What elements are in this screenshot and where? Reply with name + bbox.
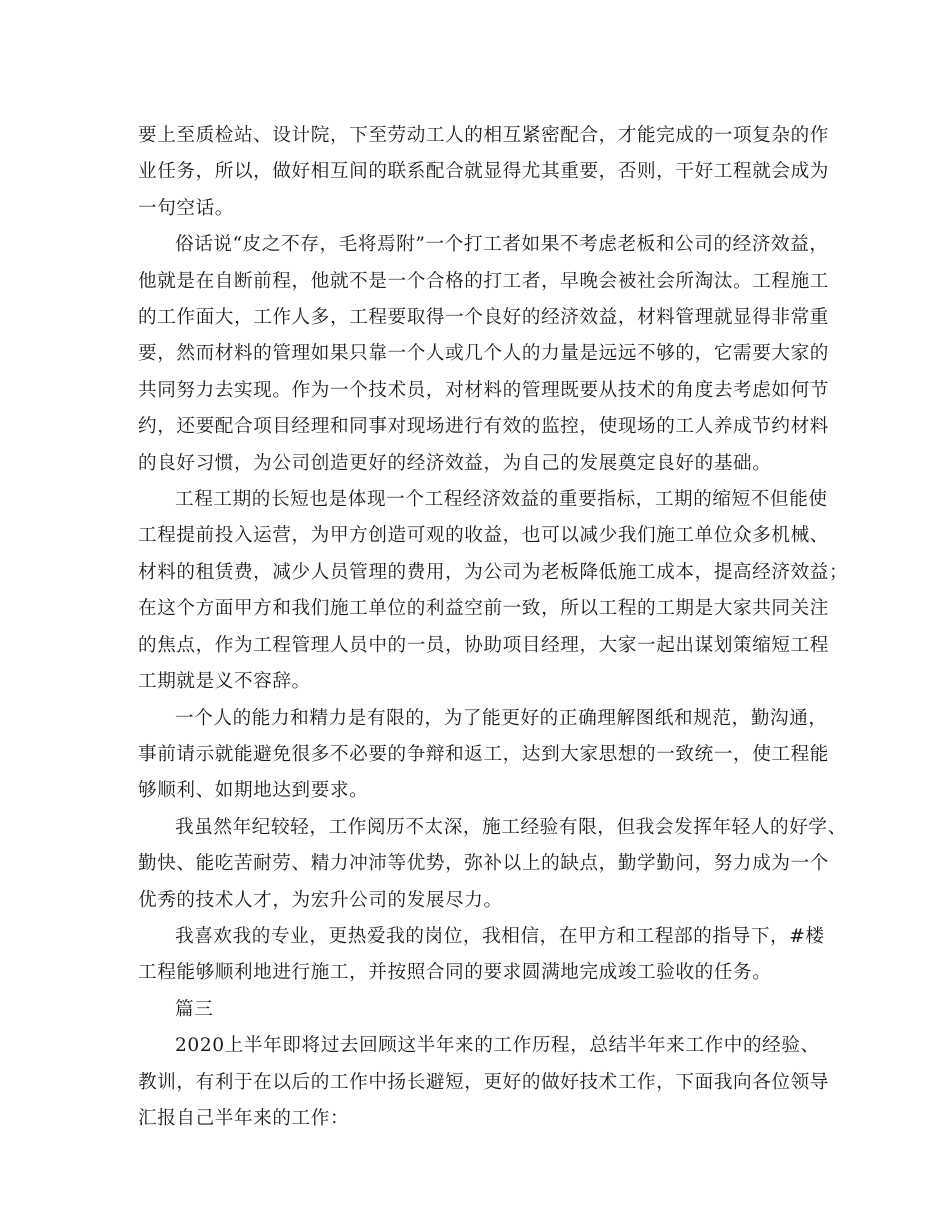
paragraph-self-improvement xyxy=(138,810,847,919)
text-line: 约，还要配合项目经理和同事对现场进行有效的监控，使现场的工人养成节约材料 xyxy=(138,416,829,438)
text-line: 共同努力去实现。作为一个技术员，对材料的管理既要从技术的角度去考虑如何节 xyxy=(138,379,829,401)
text-line: 的良好习惯，为公司创造更好的经济效益，为自己的发展奠定良好的基础。 xyxy=(138,452,772,474)
text-line: 2020上半年即将过去回顾这半年来的工作历程，总结半年来工作中的经验、 xyxy=(175,1035,820,1057)
text-line: 的焦点，作为工程管理人员中的一员，协助项目经理，大家一起出谋划策缩短工程 xyxy=(138,634,829,656)
text-line: 要上至质检站、设计院，下至劳动工人的相互紧密配合，才能完成的一项复杂的作 xyxy=(138,125,829,146)
paragraph-materials xyxy=(138,227,829,482)
text-line: 俗话说“皮之不存，毛将焉附”一个打工者如果不考虑老板和公司的经济效益， xyxy=(175,234,829,256)
text-line: 事前请示就能避免很多不必要的争辩和返工，达到大家思想的一致统一，使工程能 xyxy=(138,743,829,765)
text-line: 他就是在自断前程，他就不是一个合格的打工者，早晚会被社会所淘汰。工程施工 xyxy=(138,270,829,292)
text-line: 业任务，所以，做好相互间的联系配合就显得尤其重要，否则，干好工程就会成为 xyxy=(138,161,829,183)
paragraph-coordination xyxy=(138,118,829,227)
paragraph-schedule xyxy=(138,482,849,700)
text-line: 一个人的能力和精力是有限的，为了能更好的正确理解图纸和规范，勤沟通， xyxy=(175,707,828,729)
text-line: 在这个方面甲方和我们施工单位的利益空前一致，所以工程的工期是大家共同关注 xyxy=(138,598,829,620)
text-line: 汇报自己半年来的工作： xyxy=(138,1107,350,1129)
paragraph-half-year-summary xyxy=(138,1028,829,1137)
document-page xyxy=(138,118,849,1137)
text-line: 我喜欢我的专业，更热爱我的岗位，我相信，在甲方和工程部的指导下，#楼 xyxy=(175,925,825,947)
text-line: 工期就是义不容辞。 xyxy=(138,671,311,693)
text-line: 够顺利、如期地达到要求。 xyxy=(138,780,369,802)
text-line: 我虽然年纪较轻，工作阅历不太深，施工经验有限，但我会发挥年轻人的好学、 xyxy=(175,816,847,838)
paragraph-commitment xyxy=(138,919,825,992)
text-line: 一句空话。 xyxy=(138,197,234,219)
text-line: 工程工期的长短也是体现一个工程经济效益的重要指标，工期的缩短不但能使 xyxy=(175,489,828,511)
section-heading xyxy=(138,992,818,1028)
paragraph-communication xyxy=(138,701,829,810)
text-line: 优秀的技术人才，为宏升公司的发展尽力。 xyxy=(138,889,503,911)
text-line: 的工作面大，工作人多，工程要取得一个良好的经济效益，材料管理就显得非常重 xyxy=(138,307,829,329)
text-line: 工程提前投入运营，为甲方创造可观的收益，也可以减少我们施工单位众多机械、 xyxy=(138,525,829,547)
text-line: 勤快、能吃苦耐劳、精力冲沛等优势，弥补以上的缺点，勤学勤问，努力成为一个 xyxy=(138,853,829,875)
text-line: 要，然而材料的管理如果只靠一个人或几个人的力量是远远不够的，它需要大家的 xyxy=(138,343,829,365)
section-title: 篇三 xyxy=(175,998,214,1020)
text-line: 材料的租赁费，减少人员管理的费用，为公司为老板降低施工成本，提高经济效益； xyxy=(138,561,849,583)
text-line: 工程能够顺利地进行施工，并按照合同的要求圆满地完成竣工验收的任务。 xyxy=(138,962,772,984)
text-line: 教训，有利于在以后的工作中扬长避短，更好的做好技术工作，下面我向各位领导 xyxy=(138,1071,829,1093)
